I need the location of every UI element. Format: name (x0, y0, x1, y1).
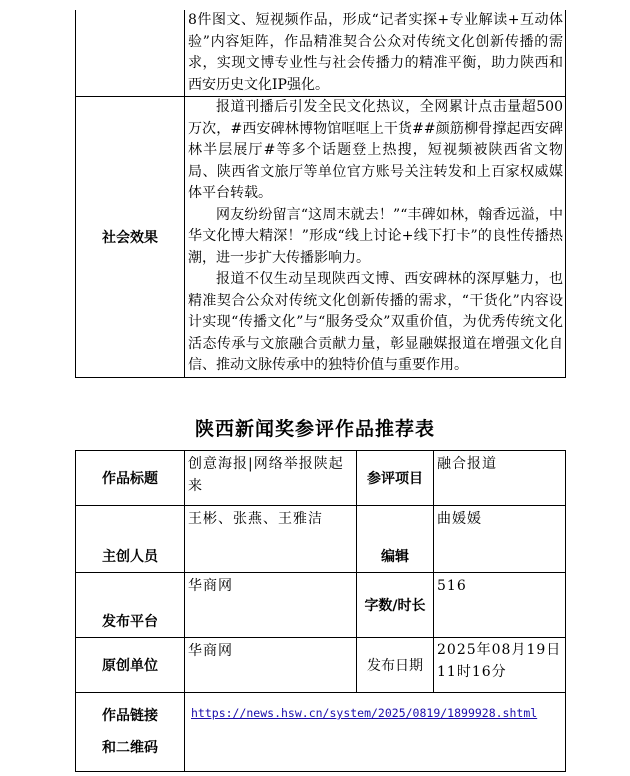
wordcount-label: 字数/时长 (357, 573, 434, 638)
date-label: 发布日期 (357, 638, 434, 693)
title-label: 作品标题 (76, 451, 185, 506)
continuation-text: 8件图文、短视频作品，形成“记者实探+专业解读+互动体验”内容矩阵，作品精准契合公众对传统文化创新传播的需求，实现文博专业性与社会传播力的精准平衡，助力陕西和西安历史文化IP强化。 (185, 10, 566, 97)
article-link[interactable]: https://news.hsw.cn/system/2025/0819/1899928.shtml (191, 706, 538, 720)
wordcount-value: 516 (434, 573, 566, 638)
social-effect-paragraph: 网友纷纷留言“这周末就去！”“丰碑如林，翰香远溢，中华文化博大精深！”形成“线上讨论+线下打卡”的良性传播热潮，进一步扩大传播影响力。 (188, 206, 563, 266)
authors-label: 主创人员 (76, 506, 185, 573)
unit-value: 华商网 (185, 638, 357, 693)
link-label-line: 和二维码 (102, 740, 158, 756)
unit-label: 原创单位 (76, 638, 185, 693)
social-effect-paragraph: 报道不仅生动呈现陕西文博、西安碑林的深厚魅力，也精准契合公众对传统文化创新传播的需求，“干货化”内容设计实现“传播文化”与“服务受众”双重价值，为优秀传统文化活态传承与文旅融合贡献力量，彰显融媒报道在增强文化自信、推动文脉传承中的独特价值与重要作用。 (188, 271, 563, 373)
recommendation-form-table (75, 450, 566, 772)
social-effect-paragraph: 报道刊播后引发全民文化热议，全网累计点击量超500万次，#西安碑林博物馆哐哐上干货##颜筋柳骨撑起西安碑林半层展厅#等多个话题登上热搜，短视频被陕西省文物局、陕西省文旅厅等单位官方账号关注转发和上百家权威媒体平台转载。 (188, 99, 563, 201)
social-effect-label: 社会效果 (76, 97, 185, 378)
social-effect-content (185, 97, 566, 378)
category-label: 参评项目 (357, 451, 434, 506)
platform-value: 华商网 (185, 573, 357, 638)
link-label-line: 作品链接 (102, 708, 158, 724)
link-label (76, 693, 185, 772)
empty-label-cell (76, 10, 185, 97)
title-value: 创意海报|网络举报陕起来 (185, 451, 357, 506)
platform-label: 发布平台 (76, 573, 185, 638)
link-value-cell (185, 693, 566, 772)
form-title: 陕西新闻奖参评作品推荐表 (194, 418, 435, 440)
date-value: 2025年08月19日11时16分 (434, 638, 566, 693)
editor-value: 曲媛媛 (434, 506, 566, 573)
social-effect-table (75, 10, 566, 378)
category-value: 融合报道 (434, 451, 566, 506)
authors-value: 王彬、张燕、王雅洁 (185, 506, 357, 573)
editor-label: 编辑 (357, 506, 434, 573)
